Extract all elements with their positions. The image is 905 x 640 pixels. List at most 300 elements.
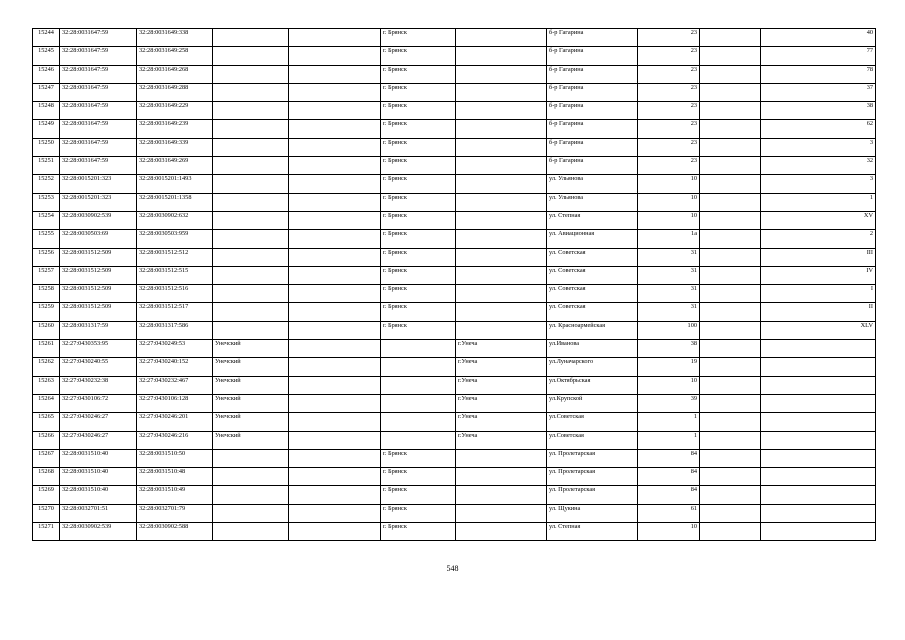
column-5-cell — [289, 504, 381, 522]
column-5-cell — [289, 321, 381, 339]
parent-cadastral-number-cell: 32:28:0031510:40 — [60, 486, 137, 504]
district-cell: Унечский — [213, 340, 289, 358]
row-number-cell: 15258 — [33, 285, 60, 303]
page-number: 548 — [446, 564, 459, 573]
house-number-cell: 61 — [638, 504, 700, 522]
cadastral-number-cell: 32:28:0031649:269 — [137, 157, 213, 175]
cadastral-number-cell: 32:28:0031512:515 — [137, 266, 213, 284]
city-cell: г. Брянск — [381, 285, 456, 303]
district-cell — [213, 83, 289, 101]
column-5-cell — [289, 431, 381, 449]
street-cell: ул. Степная — [547, 523, 638, 541]
apartment-number-cell — [761, 486, 876, 504]
cadastral-number-cell: 32:28:0031512:517 — [137, 303, 213, 321]
column-5-cell — [289, 102, 381, 120]
town-cell: г.Унеча — [456, 376, 547, 394]
district-cell: Унечский — [213, 431, 289, 449]
column-10-cell — [700, 193, 761, 211]
parent-cadastral-number-cell: 32:28:0030902:539 — [60, 523, 137, 541]
apartment-number-cell: 32 — [761, 157, 876, 175]
town-cell — [456, 29, 547, 47]
table-row — [33, 413, 876, 431]
town-cell — [456, 83, 547, 101]
column-10-cell — [700, 358, 761, 376]
parent-cadastral-number-cell: 32:28:0031512:509 — [60, 285, 137, 303]
row-number-cell: 15255 — [33, 230, 60, 248]
city-cell: г. Брянск — [381, 83, 456, 101]
house-number-cell: 84 — [638, 486, 700, 504]
parent-cadastral-number-cell: 32:28:0030503:69 — [60, 230, 137, 248]
city-cell: г. Брянск — [381, 523, 456, 541]
cadastral-number-cell: 32:28:0031512:516 — [137, 285, 213, 303]
column-5-cell — [289, 358, 381, 376]
house-number-cell: 84 — [638, 449, 700, 467]
apartment-number-cell: XV — [761, 211, 876, 229]
cadastral-number-cell: 32:28:0031649:229 — [137, 102, 213, 120]
column-5-cell — [289, 47, 381, 65]
city-cell: г. Брянск — [381, 303, 456, 321]
apartment-number-cell — [761, 431, 876, 449]
house-number-cell: 23 — [638, 157, 700, 175]
row-number-cell: 15265 — [33, 413, 60, 431]
town-cell: г.Унеча — [456, 394, 547, 412]
town-cell — [456, 65, 547, 83]
apartment-number-cell: IV — [761, 266, 876, 284]
street-cell: ул.Советская — [547, 413, 638, 431]
town-cell: г.Унеча — [456, 358, 547, 376]
city-cell: г. Брянск — [381, 504, 456, 522]
street-cell: ул. Советская — [547, 266, 638, 284]
row-number-cell: 15251 — [33, 157, 60, 175]
house-number-cell: 23 — [638, 29, 700, 47]
column-5-cell — [289, 248, 381, 266]
cadastral-number-cell: 32:28:0032701:79 — [137, 504, 213, 522]
town-cell — [456, 230, 547, 248]
row-number-cell: 15267 — [33, 449, 60, 467]
column-5-cell — [289, 211, 381, 229]
town-cell — [456, 523, 547, 541]
column-5-cell — [289, 138, 381, 156]
column-5-cell — [289, 394, 381, 412]
column-10-cell — [700, 47, 761, 65]
town-cell — [456, 193, 547, 211]
row-number-cell: 15266 — [33, 431, 60, 449]
row-number-cell: 15252 — [33, 175, 60, 193]
street-cell: б-р Гагарина — [547, 83, 638, 101]
apartment-number-cell: 78 — [761, 65, 876, 83]
table-row — [33, 449, 876, 467]
district-cell — [213, 449, 289, 467]
cadastral-number-cell: 32:28:0031649:338 — [137, 29, 213, 47]
table-row — [33, 29, 876, 47]
house-number-cell: 31 — [638, 285, 700, 303]
column-5-cell — [289, 303, 381, 321]
parent-cadastral-number-cell: 32:27:0430246:27 — [60, 431, 137, 449]
row-number-cell: 15256 — [33, 248, 60, 266]
city-cell: г. Брянск — [381, 175, 456, 193]
row-number-cell: 15263 — [33, 376, 60, 394]
cadastral-number-cell: 32:28:0031510:48 — [137, 468, 213, 486]
cadastral-number-cell: 32:28:0030902:588 — [137, 523, 213, 541]
column-10-cell — [700, 376, 761, 394]
city-cell: г. Брянск — [381, 65, 456, 83]
table-row — [33, 266, 876, 284]
district-cell — [213, 29, 289, 47]
column-10-cell — [700, 431, 761, 449]
column-5-cell — [289, 157, 381, 175]
column-10-cell — [700, 468, 761, 486]
city-cell: г. Брянск — [381, 266, 456, 284]
column-10-cell — [700, 285, 761, 303]
table-row — [33, 486, 876, 504]
district-cell — [213, 285, 289, 303]
house-number-cell: 23 — [638, 47, 700, 65]
table-row — [33, 175, 876, 193]
city-cell: г. Брянск — [381, 248, 456, 266]
town-cell — [456, 303, 547, 321]
house-number-cell: 10 — [638, 193, 700, 211]
row-number-cell: 15247 — [33, 83, 60, 101]
column-10-cell — [700, 248, 761, 266]
table-row — [33, 193, 876, 211]
table-row — [33, 102, 876, 120]
column-10-cell — [700, 394, 761, 412]
table-row — [33, 47, 876, 65]
parent-cadastral-number-cell: 32:28:0031647:59 — [60, 120, 137, 138]
house-number-cell: 39 — [638, 394, 700, 412]
cadastral-number-cell: 32:28:0031649:339 — [137, 138, 213, 156]
apartment-number-cell — [761, 394, 876, 412]
city-cell — [381, 394, 456, 412]
town-cell — [456, 486, 547, 504]
district-cell — [213, 468, 289, 486]
city-cell: г. Брянск — [381, 193, 456, 211]
column-10-cell — [700, 266, 761, 284]
street-cell: ул. Пролетарская — [547, 449, 638, 467]
column-10-cell — [700, 230, 761, 248]
column-10-cell — [700, 413, 761, 431]
cadastral-number-cell: 32:27:0430249:53 — [137, 340, 213, 358]
district-cell — [213, 504, 289, 522]
table-row — [33, 285, 876, 303]
parent-cadastral-number-cell: 32:28:0015201:323 — [60, 193, 137, 211]
row-number-cell: 15244 — [33, 29, 60, 47]
town-cell — [456, 266, 547, 284]
district-cell — [213, 65, 289, 83]
city-cell — [381, 376, 456, 394]
city-cell: г. Брянск — [381, 29, 456, 47]
table-row — [33, 83, 876, 101]
row-number-cell: 15269 — [33, 486, 60, 504]
house-number-cell: 23 — [638, 83, 700, 101]
column-5-cell — [289, 413, 381, 431]
street-cell: б-р Гагарина — [547, 157, 638, 175]
district-cell — [213, 138, 289, 156]
district-cell — [213, 47, 289, 65]
district-cell — [213, 157, 289, 175]
parent-cadastral-number-cell: 32:28:0031510:40 — [60, 468, 137, 486]
table-row — [33, 157, 876, 175]
cadastral-number-cell: 32:28:0031512:512 — [137, 248, 213, 266]
district-cell — [213, 321, 289, 339]
column-5-cell — [289, 523, 381, 541]
parent-cadastral-number-cell: 32:28:0031647:59 — [60, 138, 137, 156]
row-number-cell: 15254 — [33, 211, 60, 229]
column-10-cell — [700, 321, 761, 339]
street-cell: ул.Иванова — [547, 340, 638, 358]
district-cell: Унечский — [213, 376, 289, 394]
cadastral-number-cell: 32:28:0015201:1358 — [137, 193, 213, 211]
apartment-number-cell: 2 — [761, 230, 876, 248]
parent-cadastral-number-cell: 32:28:0031647:59 — [60, 83, 137, 101]
column-10-cell — [700, 449, 761, 467]
table-row — [33, 468, 876, 486]
table-row — [33, 394, 876, 412]
district-cell — [213, 102, 289, 120]
apartment-number-cell: 62 — [761, 120, 876, 138]
street-cell: ул.Советская — [547, 431, 638, 449]
apartment-number-cell: XLV — [761, 321, 876, 339]
column-5-cell — [289, 65, 381, 83]
street-cell: ул.Октябрьская — [547, 376, 638, 394]
city-cell: г. Брянск — [381, 211, 456, 229]
street-cell: ул.Крупской — [547, 394, 638, 412]
apartment-number-cell: 1 — [761, 193, 876, 211]
column-10-cell — [700, 175, 761, 193]
apartment-number-cell: 37 — [761, 83, 876, 101]
row-number-cell: 15271 — [33, 523, 60, 541]
row-number-cell: 15245 — [33, 47, 60, 65]
column-10-cell — [700, 340, 761, 358]
district-cell: Унечский — [213, 394, 289, 412]
row-number-cell: 15268 — [33, 468, 60, 486]
apartment-number-cell — [761, 449, 876, 467]
registry-table-body — [33, 29, 876, 541]
column-10-cell — [700, 486, 761, 504]
town-cell — [456, 47, 547, 65]
row-number-cell: 15260 — [33, 321, 60, 339]
district-cell — [213, 523, 289, 541]
parent-cadastral-number-cell: 32:27:0430240:55 — [60, 358, 137, 376]
apartment-number-cell: III — [761, 248, 876, 266]
column-10-cell — [700, 157, 761, 175]
cadastral-number-cell: 32:28:0031510:49 — [137, 486, 213, 504]
cadastral-number-cell: 32:28:0031649:268 — [137, 65, 213, 83]
apartment-number-cell — [761, 340, 876, 358]
house-number-cell: 1 — [638, 413, 700, 431]
parent-cadastral-number-cell: 32:28:0031647:59 — [60, 157, 137, 175]
street-cell: ул. Ульянова — [547, 193, 638, 211]
city-cell: г. Брянск — [381, 486, 456, 504]
city-cell: г. Брянск — [381, 102, 456, 120]
cadastral-number-cell: 32:27:0430246:216 — [137, 431, 213, 449]
column-5-cell — [289, 468, 381, 486]
table-row — [33, 211, 876, 229]
house-number-cell: 10 — [638, 211, 700, 229]
table-row — [33, 523, 876, 541]
city-cell: г. Брянск — [381, 468, 456, 486]
column-10-cell — [700, 102, 761, 120]
column-10-cell — [700, 65, 761, 83]
row-number-cell: 15262 — [33, 358, 60, 376]
street-cell: ул. Степная — [547, 211, 638, 229]
city-cell: г. Брянск — [381, 321, 456, 339]
parent-cadastral-number-cell: 32:27:0430246:27 — [60, 413, 137, 431]
apartment-number-cell: II — [761, 303, 876, 321]
city-cell: г. Брянск — [381, 47, 456, 65]
apartment-number-cell — [761, 523, 876, 541]
apartment-number-cell — [761, 376, 876, 394]
parent-cadastral-number-cell: 32:27:0430353:95 — [60, 340, 137, 358]
district-cell — [213, 303, 289, 321]
table-row — [33, 248, 876, 266]
district-cell — [213, 120, 289, 138]
table-row — [33, 65, 876, 83]
apartment-number-cell — [761, 358, 876, 376]
town-cell — [456, 157, 547, 175]
district-cell — [213, 486, 289, 504]
city-cell — [381, 431, 456, 449]
street-cell: ул. Пролетарская — [547, 486, 638, 504]
house-number-cell: 1 — [638, 431, 700, 449]
column-10-cell — [700, 120, 761, 138]
row-number-cell: 15270 — [33, 504, 60, 522]
street-cell: ул. Щукина — [547, 504, 638, 522]
cadastral-number-cell: 32:27:0430240:152 — [137, 358, 213, 376]
town-cell — [456, 211, 547, 229]
town-cell: г.Унеча — [456, 413, 547, 431]
row-number-cell: 15250 — [33, 138, 60, 156]
column-5-cell — [289, 486, 381, 504]
column-10-cell — [700, 523, 761, 541]
cadastral-number-cell: 32:28:0031317:586 — [137, 321, 213, 339]
house-number-cell: 23 — [638, 102, 700, 120]
row-number-cell: 15246 — [33, 65, 60, 83]
house-number-cell: 38 — [638, 340, 700, 358]
parent-cadastral-number-cell: 32:28:0031512:509 — [60, 266, 137, 284]
house-number-cell: 100 — [638, 321, 700, 339]
town-cell — [456, 468, 547, 486]
street-cell: б-р Гагарина — [547, 102, 638, 120]
cadastral-number-cell: 32:27:0430106:128 — [137, 394, 213, 412]
street-cell: б-р Гагарина — [547, 120, 638, 138]
column-5-cell — [289, 230, 381, 248]
cadastral-number-cell: 32:28:0031649:239 — [137, 120, 213, 138]
column-10-cell — [700, 211, 761, 229]
city-cell: г. Брянск — [381, 120, 456, 138]
table-row — [33, 504, 876, 522]
apartment-number-cell: 77 — [761, 47, 876, 65]
row-number-cell: 15257 — [33, 266, 60, 284]
house-number-cell: 31 — [638, 303, 700, 321]
parent-cadastral-number-cell: 32:27:0430232:38 — [60, 376, 137, 394]
cadastral-number-cell: 32:28:0030503:959 — [137, 230, 213, 248]
table-row — [33, 230, 876, 248]
house-number-cell: 10 — [638, 175, 700, 193]
cadastral-number-cell: 32:28:0031510:50 — [137, 449, 213, 467]
column-5-cell — [289, 120, 381, 138]
house-number-cell: 10 — [638, 376, 700, 394]
parent-cadastral-number-cell: 32:28:0032701:51 — [60, 504, 137, 522]
city-cell — [381, 340, 456, 358]
row-number-cell: 15248 — [33, 102, 60, 120]
street-cell: б-р Гагарина — [547, 65, 638, 83]
parent-cadastral-number-cell: 32:28:0031512:509 — [60, 303, 137, 321]
column-5-cell — [289, 340, 381, 358]
town-cell — [456, 285, 547, 303]
parent-cadastral-number-cell: 32:28:0031510:40 — [60, 449, 137, 467]
column-5-cell — [289, 83, 381, 101]
apartment-number-cell: 38 — [761, 102, 876, 120]
column-10-cell — [700, 504, 761, 522]
district-cell — [213, 266, 289, 284]
apartment-number-cell — [761, 504, 876, 522]
row-number-cell: 15261 — [33, 340, 60, 358]
city-cell: г. Брянск — [381, 157, 456, 175]
column-5-cell — [289, 285, 381, 303]
town-cell — [456, 102, 547, 120]
column-10-cell — [700, 83, 761, 101]
cadastral-number-cell: 32:27:0430232:467 — [137, 376, 213, 394]
street-cell: ул. Советская — [547, 303, 638, 321]
city-cell: г. Брянск — [381, 138, 456, 156]
town-cell — [456, 504, 547, 522]
house-number-cell: 1а — [638, 230, 700, 248]
street-cell: ул. Ульянова — [547, 175, 638, 193]
town-cell — [456, 449, 547, 467]
town-cell — [456, 321, 547, 339]
row-number-cell: 15264 — [33, 394, 60, 412]
house-number-cell: 23 — [638, 65, 700, 83]
street-cell: ул. Пролетарская — [547, 468, 638, 486]
district-cell — [213, 211, 289, 229]
cadastral-number-cell: 32:28:0015201:1493 — [137, 175, 213, 193]
parent-cadastral-number-cell: 32:28:0031647:59 — [60, 47, 137, 65]
district-cell — [213, 248, 289, 266]
town-cell — [456, 248, 547, 266]
parent-cadastral-number-cell: 32:28:0015201:323 — [60, 175, 137, 193]
parent-cadastral-number-cell: 32:28:0031647:59 — [60, 29, 137, 47]
registry-table — [32, 28, 876, 541]
town-cell: г.Унеча — [456, 431, 547, 449]
city-cell: г. Брянск — [381, 449, 456, 467]
street-cell: ул. Советская — [547, 248, 638, 266]
town-cell — [456, 175, 547, 193]
street-cell: ул. Авиационная — [547, 230, 638, 248]
street-cell: б-р Гагарина — [547, 138, 638, 156]
column-5-cell — [289, 376, 381, 394]
house-number-cell: 84 — [638, 468, 700, 486]
cadastral-number-cell: 32:27:0430246:201 — [137, 413, 213, 431]
parent-cadastral-number-cell: 32:28:0031512:509 — [60, 248, 137, 266]
table-row — [33, 340, 876, 358]
parent-cadastral-number-cell: 32:28:0031317:59 — [60, 321, 137, 339]
house-number-cell: 19 — [638, 358, 700, 376]
column-5-cell — [289, 29, 381, 47]
parent-cadastral-number-cell: 32:27:0430106:72 — [60, 394, 137, 412]
district-cell: Унечский — [213, 413, 289, 431]
house-number-cell: 31 — [638, 248, 700, 266]
column-5-cell — [289, 449, 381, 467]
house-number-cell: 31 — [638, 266, 700, 284]
table-row — [33, 431, 876, 449]
apartment-number-cell — [761, 468, 876, 486]
row-number-cell: 15249 — [33, 120, 60, 138]
town-cell — [456, 120, 547, 138]
city-cell — [381, 413, 456, 431]
district-cell — [213, 175, 289, 193]
cadastral-number-cell: 32:28:0031649:288 — [137, 83, 213, 101]
